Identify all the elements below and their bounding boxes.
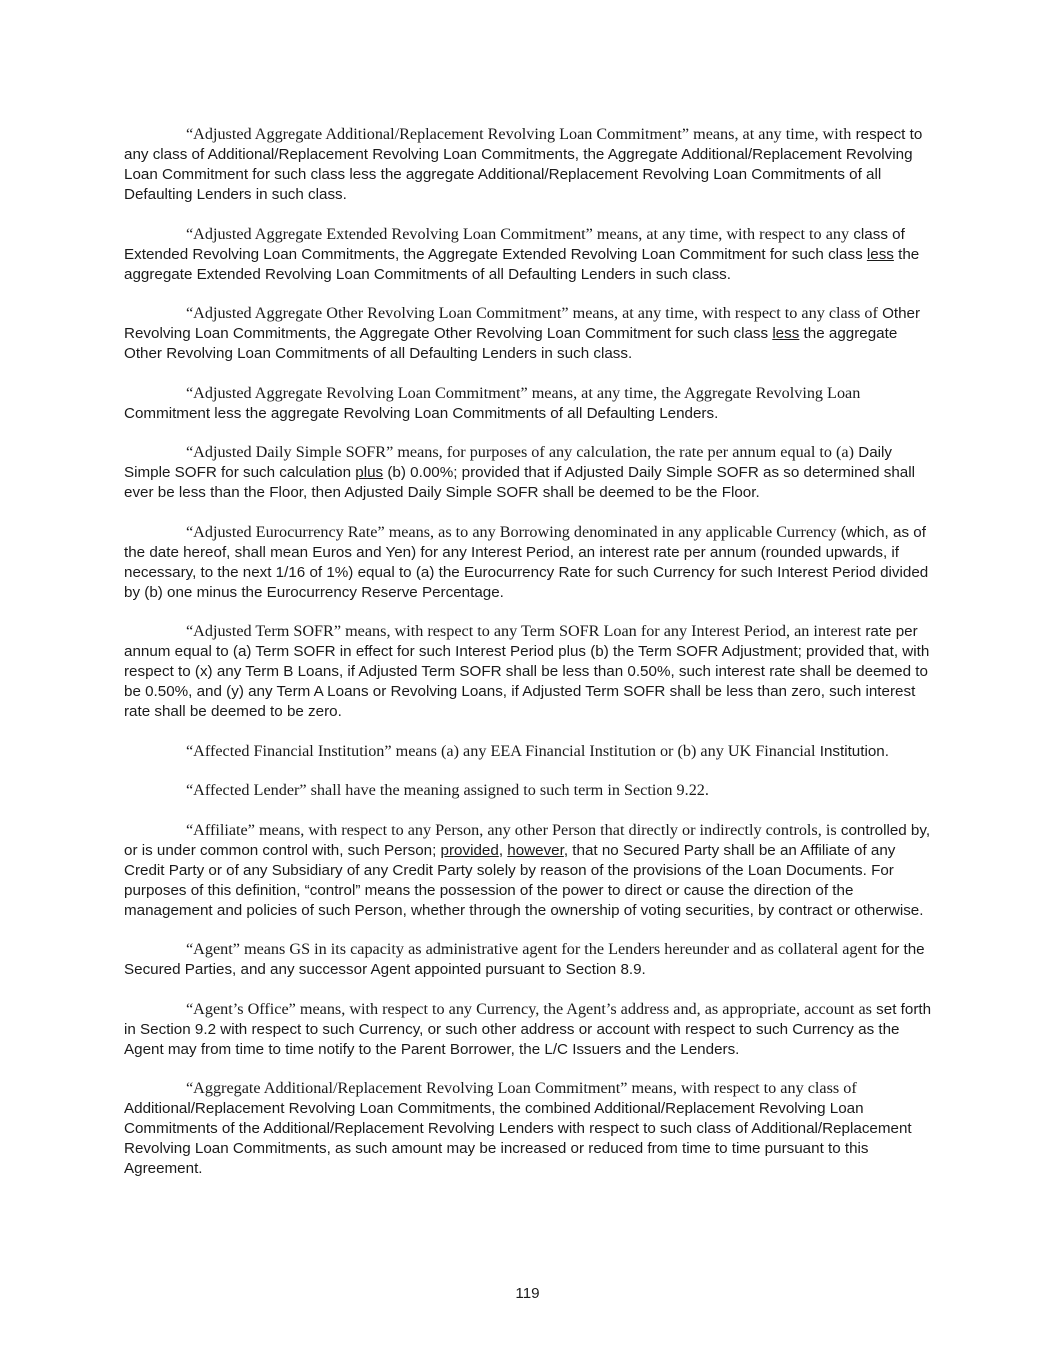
definition-body: respect to any class of Additional/Replacement Revolving Loan Commitments, the Aggregate Additional/Replacement Revolving Loan Commitment for such class less the aggregate Additional/Replacement Revolving Loan Commitments of all Defaulting Lenders in such class. bbox=[124, 126, 923, 203]
definition-adjusted-eurocurrency-rate bbox=[124, 522, 932, 603]
definition-body: Daily Simple SOFR for such calculation bbox=[124, 444, 893, 481]
definition-affiliate bbox=[124, 820, 932, 921]
definition-lead: “Affected Lender” shall have the meaning assigned to such term in Section 9.22. bbox=[186, 781, 709, 799]
definition-affected-lender bbox=[124, 780, 932, 801]
definition-adjusted-aggregate-other-revolving-loan-commitment bbox=[124, 303, 932, 364]
definition-lead: “Adjusted Aggregate Extended Revolving Loan Commitment” means, at any time, with respect to any bbox=[186, 224, 850, 243]
definition-lead: “Adjusted Aggregate Revolving Loan Commitment” means, at any time, the Aggregate Revolving Loan bbox=[186, 383, 861, 402]
definition-adjusted-daily-simple-sofr bbox=[124, 442, 932, 503]
definition-lead: “Adjusted Aggregate Additional/Replacement Revolving Loan Commitment” means, at any time, with bbox=[186, 125, 852, 143]
underlined-term: provided bbox=[440, 841, 499, 859]
underlined-term: less bbox=[772, 325, 800, 342]
definition-affected-financial-institution bbox=[124, 741, 932, 762]
definition-adjusted-aggregate-additional-replacement-revolving-loan-commitment bbox=[124, 124, 932, 205]
underlined-term: plus bbox=[355, 464, 384, 481]
definition-body: for the Secured Parties, and any successor Agent appointed pursuant to Section 8.9. bbox=[124, 941, 925, 978]
definition-adjusted-aggregate-extended-revolving-loan-commitment bbox=[124, 224, 932, 285]
definition-body: class of Extended Revolving Loan Commitments, the Aggregate Extended Revolving Loan Commitment for such class bbox=[124, 225, 905, 263]
definition-lead: “Agent” means GS in its capacity as administrative agent for the Lenders hereunder and as collateral agent bbox=[186, 940, 878, 958]
page-number: 119 bbox=[515, 1285, 540, 1302]
definition-agent bbox=[124, 939, 932, 980]
definition-aggregate-additional-replacement-revolving-loan-commitment bbox=[124, 1078, 932, 1179]
definition-lead: “Aggregate Additional/Replacement Revolving Loan Commitment” means, with respect to any class of bbox=[186, 1079, 857, 1097]
definition-body: Additional/Replacement Revolving Loan Commitments, the combined Additional/Replacement Revolving Loan Commitments of the Additional/Replacement Revolving Lenders with respect to such class of Additional/Replacement Revolving Loan Commitments, as such amount may be increased or reduced from time to time pursuant to this Agreement. bbox=[124, 1100, 912, 1177]
definition-lead: “Affiliate” means, with respect to any Person, any other Person that directly or indirectly controls, is bbox=[186, 820, 837, 839]
separator: , bbox=[498, 841, 508, 859]
definition-body: set forth in Section 9.2 with respect to such Currency, or such other address or account with respect to such Currency as the Agent may from time to time notify to the Parent Borrower, the L/C Issuers and the Lenders. bbox=[124, 1000, 932, 1058]
definition-body: , that no Secured Party shall be an Affiliate of any Credit Party or of any Subsidiary of any Credit Party solely by reason of the provisions of the Loan Documents. For purposes of this definition, “control” means the possession of the power to direct or cause the direction of the management and policies of such Person, whether through the ownership of voting securities, by contract or otherwise. bbox=[124, 841, 924, 919]
definition-lead: “Adjusted Aggregate Other Revolving Loan Commitment” means, at any time, with respect to any class of bbox=[186, 304, 878, 322]
definition-body: Commitment less the aggregate Revolving Loan Commitments of all Defaulting Lenders. bbox=[124, 404, 719, 422]
underlined-term: however bbox=[507, 841, 564, 859]
definition-body: Other Revolving Loan Commitments, the Aggregate Other Revolving Loan Commitment for such class bbox=[124, 305, 921, 342]
definition-lead: “Adjusted Daily Simple SOFR” means, for purposes of any calculation, the rate per annum equal to (a) bbox=[186, 443, 855, 461]
definition-body: the aggregate Extended Revolving Loan Commitments of all Defaulting Lenders in such class. bbox=[124, 245, 920, 283]
definition-lead: “Agent’s Office” means, with respect to any Currency, the Agent’s address and, as appropriate, account as bbox=[186, 999, 872, 1018]
definition-adjusted-aggregate-revolving-loan-commitment bbox=[124, 383, 932, 424]
definition-adjusted-term-sofr bbox=[124, 621, 932, 722]
definition-body: (b) 0.00%; provided that if Adjusted Daily Simple SOFR as so determined shall ever be less than the Floor, then Adjusted Daily Simple SOFR shall be deemed to be the Floor. bbox=[124, 464, 915, 501]
definition-body: rate per annum equal to (a) Term SOFR in effect for such Interest Period plus (b) the Term SOFR Adjustment; provided that, with respect to (x) any Term B Loans, if Adjusted Term SOFR shall be less than 0.50%, such interest rate shall be deemed to be 0.50%, and (y) any Term A Loans or Revolving Loans, if Adjusted Term SOFR shall be less than zero, such interest rate shall be deemed to be zero. bbox=[124, 623, 930, 720]
definition-lead: “Affected Financial Institution” means (a) any EEA Financial Institution or (b) any UK Financial bbox=[186, 741, 816, 760]
definition-lead: “Adjusted Eurocurrency Rate” means, as to any Borrowing denominated in any applicable Currency bbox=[186, 522, 837, 541]
definition-body: the aggregate Other Revolving Loan Commitments of all Defaulting Lenders in such class. bbox=[124, 325, 898, 362]
definition-body: (which, as of the date hereof, shall mean Euros and Yen) for any Interest Period, an interest rate per annum (rounded upwards, if necessary, to the next 1/16 of 1%) equal to (a) the Eurocurrency Rate for such Currency for such Interest Period divided by (b) one minus the Eurocurrency Reserve Percentage. bbox=[124, 523, 929, 601]
definition-body: Institution. bbox=[819, 742, 889, 760]
underlined-term: less bbox=[866, 245, 894, 263]
definition-agents-office bbox=[124, 999, 932, 1060]
definition-body: controlled by, or is under common control with, such Person; bbox=[124, 821, 931, 859]
definition-lead: “Adjusted Term SOFR” means, with respect to any Term SOFR Loan for any Interest Period, an interest bbox=[186, 622, 862, 640]
document-page bbox=[124, 124, 932, 1198]
